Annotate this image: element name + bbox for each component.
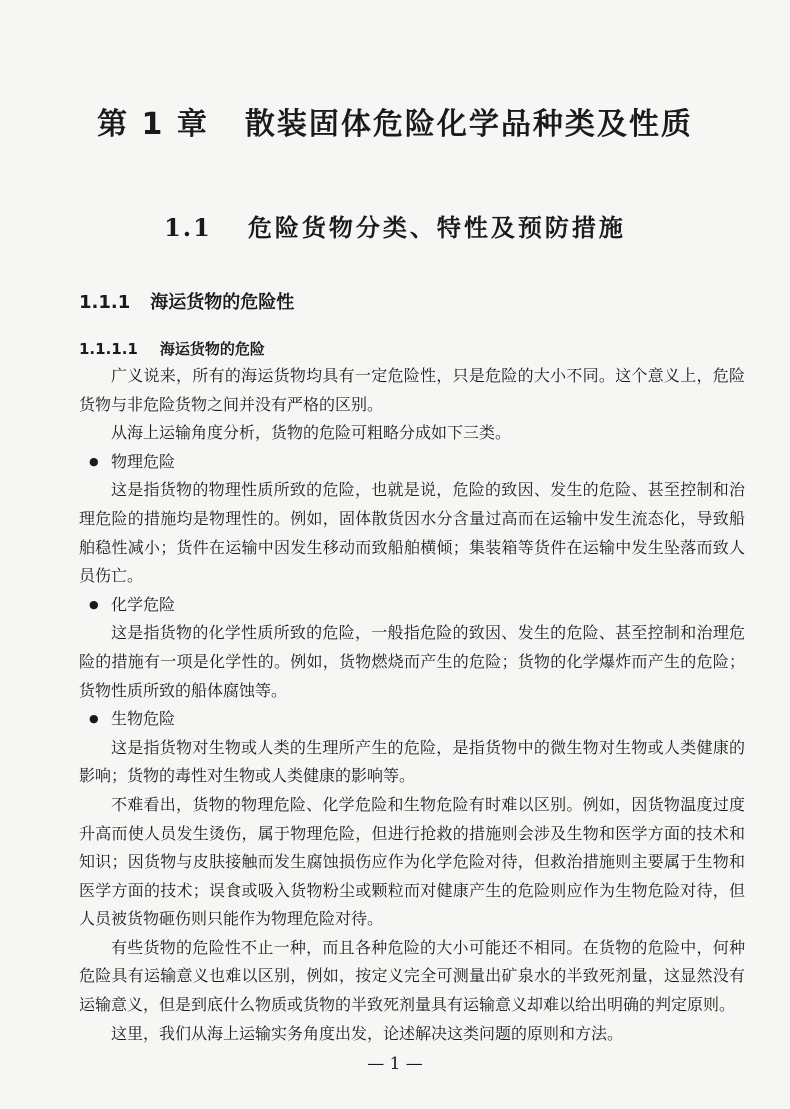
- bullet-dot-icon: ●: [89, 712, 99, 726]
- section-title-text: 危险货物分类、特性及预防措施: [247, 213, 626, 242]
- chapter-title: [0, 103, 790, 147]
- paragraph-chemical: 这是指货物的化学性质所致的危险，一般指危险的致因、发生的危险、甚至控制和治理危险的措施有一项是化学性的。例如，货物燃烧而产生的危险；货物的化学爆炸而产生的危险；货物性质所致的船体腐蚀等。: [79, 623, 745, 700]
- bullet-dot-icon: ●: [89, 454, 99, 468]
- subsection-number: 1.1.1: [79, 292, 131, 313]
- chapter-title-text: 散装固体危险化学品种类及性质: [244, 107, 693, 142]
- page-number: — 1 —: [367, 1054, 423, 1074]
- subsection-title: [79, 288, 294, 318]
- paragraph-multiple-hazards: 有些货物的危险性不止一种，而且各种危险的大小可能还不相同。在货物的危险中，何种危险具有运输意义也难以区别，例如，按定义完全可测量出矿泉水的半致死剂量，这显然没有运输意义，但是到底什么物质或货物的半致死剂量具有运输意义却难以给出明确的判定原则。: [79, 937, 745, 1015]
- bullet-physical: [79, 448, 745, 477]
- subsubsection-number: 1.1.1.1: [79, 340, 138, 358]
- bullet-biological: [79, 705, 745, 734]
- bullet-biological-label: 生物危险: [111, 709, 176, 729]
- chapter-number: 第 1 章: [97, 107, 209, 142]
- subsubsection-title-text: 海运货物的危险: [159, 340, 265, 358]
- section-number: 1.1: [164, 213, 212, 242]
- body-text: [79, 362, 745, 1048]
- paragraph-approach: 这里，我们从海上运输实务角度出发，论述解决这类问题的原则和方法。: [111, 1023, 624, 1043]
- section-title: [0, 208, 790, 248]
- bullet-physical-label: 物理危险: [111, 451, 176, 471]
- paragraph-classification: 从海上运输角度分析，货物的危险可粗略分成如下三类。: [111, 423, 512, 443]
- bullet-dot-icon: ●: [89, 597, 99, 611]
- subsection-title-text: 海运货物的危险性: [150, 292, 295, 313]
- bullet-chemical: [79, 591, 745, 620]
- paragraph-biological: 这是指货物对生物或人类的生理所产生的危险，是指货物中的微生物对生物或人类健康的影响；货物的毒性对生物或人类健康的影响等。: [79, 737, 745, 786]
- subsubsection-title: [79, 336, 265, 362]
- bullet-chemical-label: 化学危险: [111, 594, 176, 614]
- paragraph-distinction: 不难看出，货物的物理危险、化学危险和生物危险有时难以区别。例如，因货物温度过度升高而使人员发生烫伤，属于物理危险，但进行抢救的措施则会涉及生物和医学方面的技术和知识；因货物与皮肤接触而发生腐蚀损伤应作为化学危险对待，但救治措施则主要属于生物和医学方面的技术；误食或吸入货物粉尘或颗粒而对健康产生的危险则应作为生物危险对待，但人员被货物砸伤则只能作为物理危险对待。: [79, 794, 745, 929]
- paragraph-physical: 这是指货物的物理性质所致的危险，也就是说，危险的致因、发生的危险、甚至控制和治理危险的措施均是物理性的。例如，固体散货因水分含量过高而在运输中发生流态化，导致船舶稳性减小；货件在运输中因发生移动而致船舶横倾；集装箱等货件在运输中发生坠落而致人员伤亡。: [79, 480, 745, 586]
- paragraph-intro: 广义说来，所有的海运货物均具有一定危险性，只是危险的大小不同。这个意义上，危险货物与非危险货物之间并没有严格的区别。: [79, 366, 745, 414]
